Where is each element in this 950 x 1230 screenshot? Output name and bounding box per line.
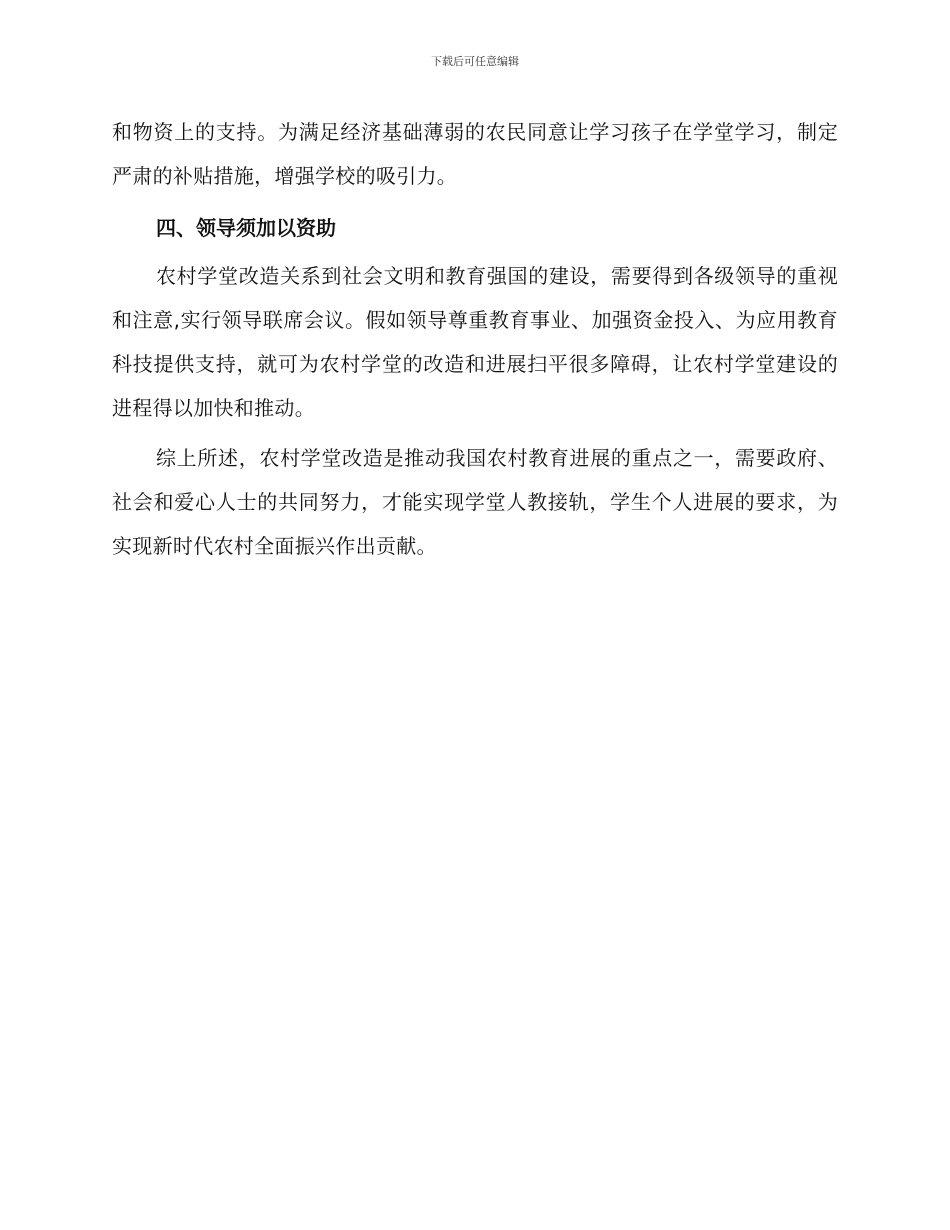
document-body — [112, 110, 838, 568]
section-heading-4: 四、领导须加以资助 — [156, 216, 336, 240]
paragraph-leadership: 农村学堂改造关系到社会文明和教育强国的建设，需要得到各级领导的重视和注意,实行领导联席会议。假如领导尊重教育事业、加强资金投入、为应用教育科技提供支持，就可为农村学堂的改造和进展扫平很多障碍，让农村学堂建设的进程得以加快和推动。 — [112, 264, 838, 420]
page-header: 下载后可任意编辑 — [431, 55, 519, 68]
paragraph-conclusion: 综上所述，农村学堂改造是推动我国农村教育进展的重点之一，需要政府、社会和爱心人士的共同努力，才能实现学堂人教接轨，学生个人进展的要求，为实现新时代农村全面振兴作出贡献。 — [112, 446, 838, 558]
paragraph-continued: 和物资上的支持。为满足经济基础薄弱的农民同意让学习孩子在学堂学习，制定严肃的补贴措施，增强学校的吸引力。 — [112, 120, 838, 188]
